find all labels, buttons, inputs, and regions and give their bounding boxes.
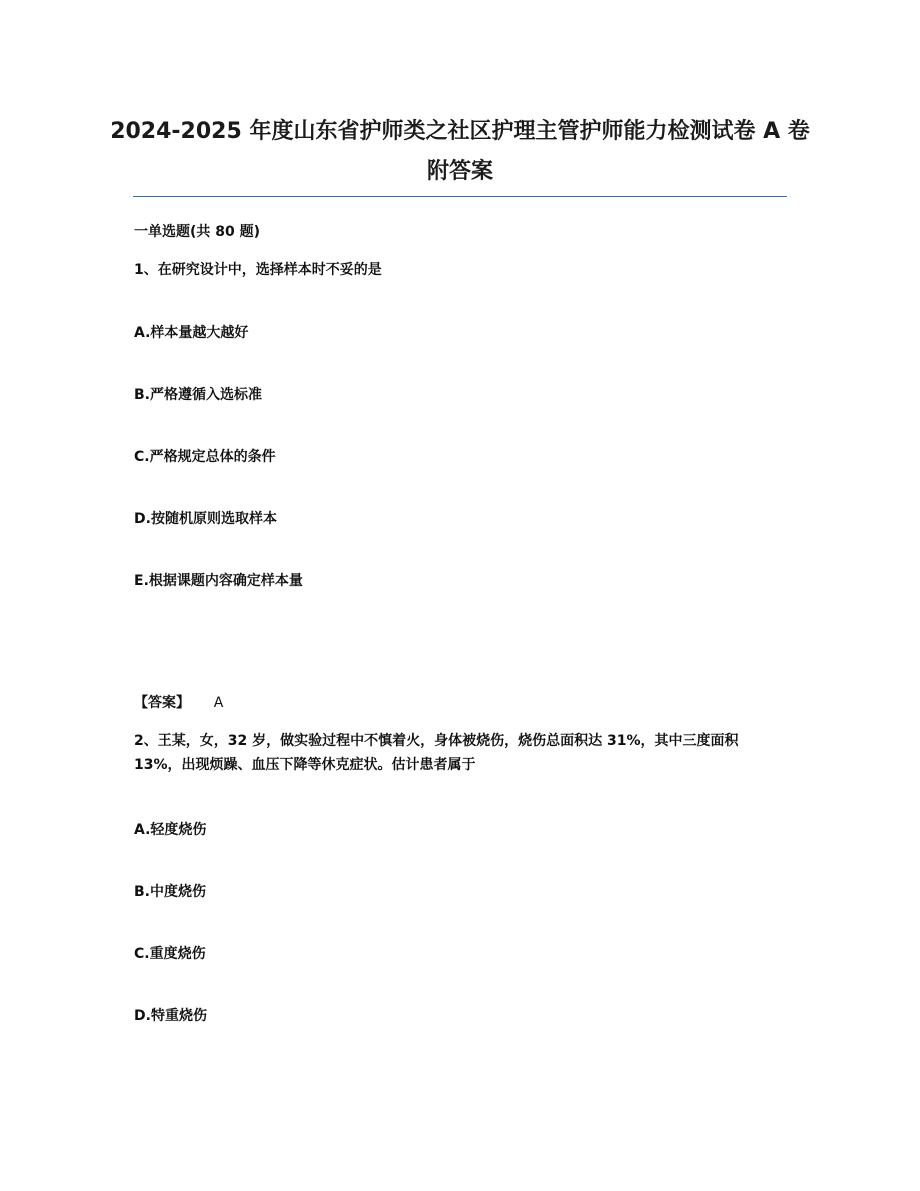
title-divider [133, 196, 787, 197]
question-1-option-e: E.根据课题内容确定样本量 [134, 573, 303, 589]
question-1-option-c: C.严格规定总体的条件 [134, 449, 276, 465]
section-heading: 一单选题(共 80 题) [134, 224, 261, 240]
question-1-stem: 1、在研究设计中，选择样本时不妥的是 [134, 262, 382, 278]
question-1-option-a: A.样本量越大越好 [134, 325, 249, 341]
question-2-option-a: A.轻度烧伤 [134, 822, 207, 838]
document-title: 2024-2025 年度山东省护师类之社区护理主管护师能力检测试卷 A 卷附答案 [110, 119, 810, 184]
question-2-stem: 2、王某，女，32 岁，做实验过程中不慎着火，身体被烧伤，烧伤总面积达 31%，其中三度面积 13%，出现烦躁、血压下降等休克症状。估计患者属于 [134, 733, 739, 773]
question-1-answer [134, 692, 223, 714]
question-2-option-b: B.中度烧伤 [134, 884, 206, 900]
question-1-option-b: B.严格遵循入选标准 [134, 387, 262, 403]
answer-value: A [213, 695, 224, 711]
question-2-option-c: C.重度烧伤 [134, 946, 206, 962]
answer-label: 【答案】 [134, 695, 190, 711]
question-2-option-d: D.特重烧伤 [134, 1008, 207, 1024]
question-1-option-d: D.按随机原则选取样本 [134, 511, 277, 527]
